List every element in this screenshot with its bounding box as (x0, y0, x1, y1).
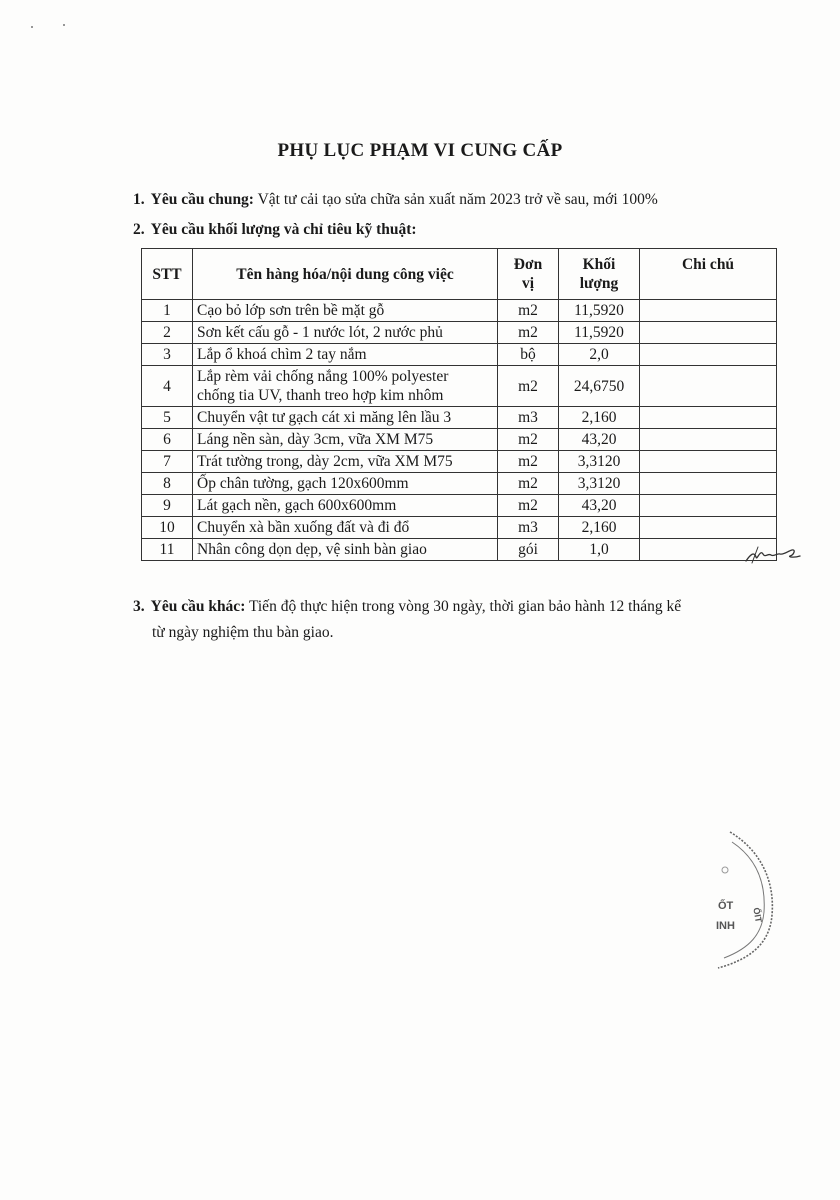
table-row (142, 495, 777, 517)
cell-stt: 6 (142, 429, 193, 451)
scope-table (141, 248, 777, 561)
section-other-requirements (133, 596, 773, 644)
cell-qty: 3,3120 (559, 473, 640, 495)
cell-name: Nhân công dọn dẹp, vệ sinh bàn giao (193, 539, 498, 561)
cell-unit: m3 (498, 517, 559, 539)
header-qty-line1: Khối (582, 256, 616, 273)
section-number: 3. (133, 598, 145, 615)
cell-name: Láng nền sàn, dày 3cm, vữa XM M75 (193, 429, 498, 451)
table-row (142, 429, 777, 451)
cell-stt: 8 (142, 473, 193, 495)
header-unit-line1: Đơn (513, 256, 543, 273)
cell-qty: 43,20 (559, 495, 640, 517)
section-number: 2. (133, 221, 145, 238)
cell-unit: m2 (498, 366, 559, 407)
cell-stt: 1 (142, 300, 193, 322)
cell-unit: m2 (498, 322, 559, 344)
table-row (142, 473, 777, 495)
cell-unit: gói (498, 539, 559, 561)
cell-stt: 11 (142, 539, 193, 561)
table-row (142, 322, 777, 344)
cell-note (640, 517, 777, 539)
section-general-requirements (133, 189, 658, 211)
section-label: Yêu cầu khác: (150, 598, 246, 615)
cell-stt: 7 (142, 451, 193, 473)
scan-speck (31, 26, 33, 28)
cell-stt: 3 (142, 344, 193, 366)
cell-note (640, 300, 777, 322)
cell-note (640, 322, 777, 344)
table-row (142, 366, 777, 407)
cell-note (640, 495, 777, 517)
cell-unit: m2 (498, 451, 559, 473)
table-row (142, 300, 777, 322)
header-unit-line2: vị (521, 275, 535, 292)
stamp-text-fragment: INH (716, 920, 735, 932)
cell-qty: 43,20 (559, 429, 640, 451)
cell-qty: 11,5920 (559, 300, 640, 322)
cell-note (640, 429, 777, 451)
cell-name: Trát tường trong, dày 2cm, vữa XM M75 (193, 451, 498, 473)
table-row (142, 344, 777, 366)
table-row (142, 451, 777, 473)
table-row (142, 539, 777, 561)
stamp-text-fragment: ỐIT (751, 906, 764, 924)
cell-qty: 11,5920 (559, 322, 640, 344)
header-qty (559, 249, 640, 300)
cell-unit: m2 (498, 300, 559, 322)
cell-unit: m2 (498, 495, 559, 517)
cell-name-line1: Lắp rèm vải chống nắng 100% polyester (197, 368, 449, 385)
cell-qty: 3,3120 (559, 451, 640, 473)
cell-qty: 2,160 (559, 407, 640, 429)
cell-unit: m2 (498, 473, 559, 495)
cell-name-line2: chống tia UV, thanh treo hợp kim nhôm (197, 387, 444, 404)
section-label: Yêu cầu khối lượng và chỉ tiêu kỹ thuật: (150, 221, 417, 238)
cell-note (640, 344, 777, 366)
cell-stt: 4 (142, 366, 193, 407)
section-number: 1. (133, 191, 145, 208)
table-row (142, 407, 777, 429)
section-text: Tiến độ thực hiện trong vòng 30 ngày, thời gian bảo hành 12 tháng kể (245, 598, 682, 615)
table-header-row (142, 249, 777, 300)
header-note: Chi chú (640, 249, 777, 300)
cell-name: Chuyển vật tư gạch cát xi măng lên lầu 3 (193, 407, 498, 429)
cell-qty: 2,160 (559, 517, 640, 539)
cell-qty: 2,0 (559, 344, 640, 366)
cell-stt: 5 (142, 407, 193, 429)
cell-name: Ốp chân tường, gạch 120x600mm (193, 473, 498, 495)
cell-qty: 24,6750 (559, 366, 640, 407)
stamp-seal (690, 830, 790, 980)
section-text: Vật tư cải tạo sửa chữa sản xuất năm 2023 trở về sau, mới 100% (253, 191, 658, 208)
initials-signature (744, 541, 804, 567)
cell-unit: m3 (498, 407, 559, 429)
section-label: Yêu cầu chung: (150, 191, 254, 208)
stamp-text-fragment: ỐT (718, 900, 734, 912)
cell-name (193, 366, 498, 407)
header-qty-line2: lượng (579, 275, 619, 292)
cell-name: Lắp ổ khoá chìm 2 tay nắm (193, 344, 498, 366)
scan-speck (63, 24, 65, 26)
cell-note (640, 366, 777, 407)
document-title: PHỤ LỤC PHẠM VI CUNG CẤP (277, 140, 563, 161)
cell-name: Chuyển xà bần xuống đất và đi đổ (193, 517, 498, 539)
section-quantity-specs (133, 219, 417, 241)
cell-stt: 9 (142, 495, 193, 517)
partial-stamp (690, 830, 790, 985)
header-stt: STT (142, 249, 193, 300)
cell-note (640, 407, 777, 429)
cell-unit: m2 (498, 429, 559, 451)
table-row (142, 517, 777, 539)
cell-name: Sơn kết cấu gỗ - 1 nước lót, 2 nước phủ (193, 322, 498, 344)
cell-stt: 2 (142, 322, 193, 344)
cell-note (640, 473, 777, 495)
cell-unit: bộ (498, 344, 559, 366)
cell-stt: 10 (142, 517, 193, 539)
header-name: Tên hàng hóa/nội dung công việc (193, 249, 498, 300)
cell-note (640, 451, 777, 473)
cell-name: Lát gạch nền, gạch 600x600mm (193, 495, 498, 517)
cell-name: Cạo bỏ lớp sơn trên bề mặt gỗ (193, 300, 498, 322)
header-unit (498, 249, 559, 300)
section-text-continued: từ ngày nghiệm thu bàn giao. (152, 624, 334, 641)
cell-qty: 1,0 (559, 539, 640, 561)
